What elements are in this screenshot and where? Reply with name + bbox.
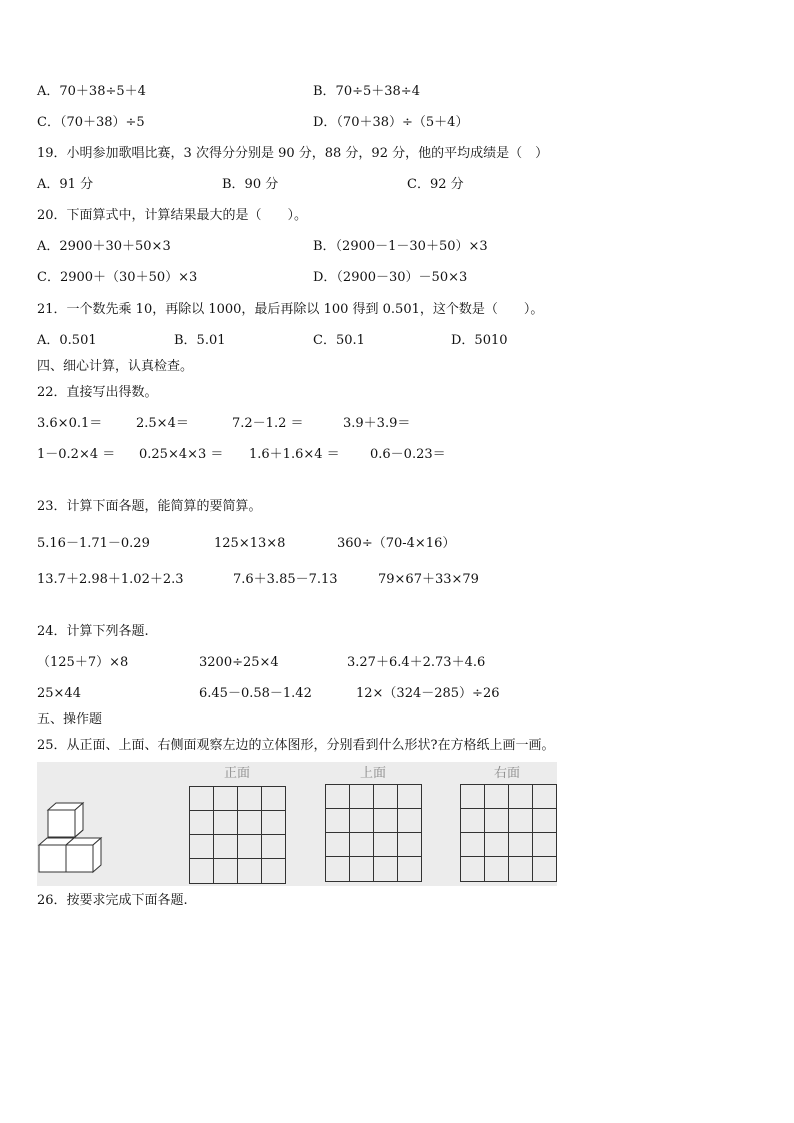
q22-r1-c3: 7.2－1.2 ＝: [232, 416, 304, 431]
q24-stem: 24．计算下列各题.: [37, 624, 149, 639]
q21-option-d: D．5010: [451, 333, 508, 348]
q20-option-d: D．（2900－30）－50×3: [313, 270, 468, 285]
cube-stack-figure: [37, 800, 107, 880]
grid-front[interactable]: [189, 786, 286, 884]
q26-stem: 26．按要求完成下面各题.: [37, 893, 188, 908]
q21-option-a: A．0.501: [37, 333, 97, 348]
q22-r2-c2: 0.25×4×3 ＝: [139, 447, 224, 462]
q25-figure-area: [37, 762, 557, 886]
section-5-heading: 五、操作题: [37, 712, 103, 727]
q22-r1-c2: 2.5×4＝: [136, 416, 189, 431]
q23-r2-c3: 79×67＋33×79: [378, 572, 479, 587]
grid-label-top: 上面: [359, 766, 386, 781]
q18-option-d: D．（70＋38）÷（5＋4）: [313, 115, 469, 130]
q25-stem: 25．从正面、上面、右侧面观察左边的立体图形，分别看到什么形状?在方格纸上画一画。: [37, 738, 555, 753]
q20-option-b: B．（2900－1－30＋50）×3: [313, 239, 488, 254]
q22-r2-c3: 1.6＋1.6×4 ＝: [249, 447, 340, 462]
q18-option-c: C．（70＋38）÷5: [37, 115, 145, 130]
q20-stem: 20．下面算式中，计算结果最大的是（ ）。: [37, 208, 308, 223]
q24-r1-c3: 3.27＋6.4＋2.73＋4.6: [347, 655, 486, 670]
q24-r2-c1: 25×44: [37, 686, 81, 701]
q22-stem: 22．直接写出得数。: [37, 385, 158, 400]
q19-option-c: C．92 分: [407, 177, 464, 192]
q24-r2-c2: 6.45－0.58－1.42: [199, 686, 312, 701]
q22-r1-c4: 3.9＋3.9＝: [343, 416, 411, 431]
q23-r2-c1: 13.7＋2.98＋1.02＋2.3: [37, 572, 184, 587]
grid-label-right: 右面: [493, 766, 520, 781]
grid-label-front: 正面: [223, 766, 250, 781]
q19-stem: 19．小明参加歌唱比赛，3 次得分分别是 90 分，88 分，92 分，他的平均成绩是（ ）: [37, 146, 549, 161]
section-4-heading: 四、细心计算，认真检查。: [37, 359, 194, 374]
q23-r1-c2: 125×13×8: [214, 536, 286, 551]
q24-r1-c1: （125＋7）×8: [37, 655, 129, 670]
q20-option-c: C．2900＋（30＋50）×3: [37, 270, 198, 285]
q18-option-a: A．70＋38÷5＋4: [37, 84, 146, 99]
q20-option-a: A．2900＋30＋50×3: [37, 239, 171, 254]
q23-stem: 23．计算下面各题，能简算的要简算。: [37, 499, 262, 514]
q21-stem: 21．一个数先乘 10，再除以 1000，最后再除以 100 得到 0.501，这个数是（ ）。: [37, 302, 544, 317]
q21-option-b: B．5.01: [174, 333, 226, 348]
grid-right[interactable]: [460, 784, 557, 882]
q19-option-a: A．91 分: [37, 177, 94, 192]
q23-r2-c2: 7.6＋3.85－7.13: [233, 572, 338, 587]
q24-r2-c3: 12×（324－285）÷26: [356, 686, 500, 701]
q23-r1-c3: 360÷（70-4×16）: [337, 536, 456, 551]
q22-r2-c1: 1－0.2×4 ＝: [37, 447, 116, 462]
q18-option-b: B．70÷5＋38÷4: [313, 84, 420, 99]
q21-option-c: C．50.1: [313, 333, 365, 348]
q23-r1-c1: 5.16－1.71－0.29: [37, 536, 150, 551]
q19-option-b: B．90 分: [222, 177, 279, 192]
q22-r1-c1: 3.6×0.1＝: [37, 416, 103, 431]
q24-r1-c2: 3200÷25×4: [199, 655, 279, 670]
q22-r2-c4: 0.6－0.23＝: [370, 447, 446, 462]
grid-top[interactable]: [325, 784, 422, 882]
